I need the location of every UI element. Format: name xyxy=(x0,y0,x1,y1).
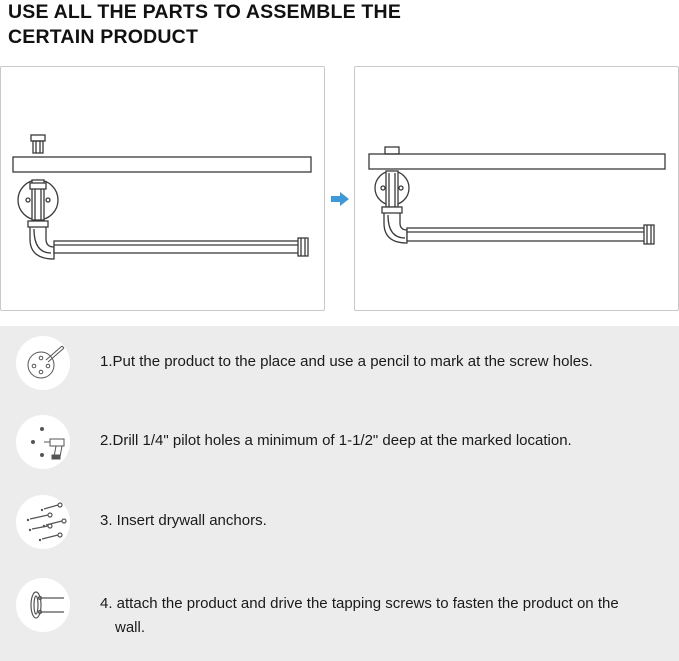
assembled-rod xyxy=(407,228,645,241)
step-4-text-line-2: wall. xyxy=(115,619,146,636)
title-line-2: CERTAIN PRODUCT xyxy=(8,26,199,48)
parts-exploded-panel xyxy=(0,66,325,311)
assembled-shelf-board xyxy=(369,154,665,169)
title-line-1: USE ALL THE PARTS TO ASSEMBLE THE xyxy=(8,1,402,23)
drywall-anchor-icon xyxy=(16,495,70,549)
rod-end-cap xyxy=(298,238,308,256)
step-3-text: 3. Insert drywall anchors. xyxy=(100,512,267,529)
exploded-parts-drawing xyxy=(1,67,326,312)
shelf-board xyxy=(13,157,311,172)
step-4-text xyxy=(100,592,670,640)
towel-rod xyxy=(54,241,299,253)
assembled-top-nut xyxy=(385,147,399,154)
step-1-text: 1.Put the product to the place and use a pencil to mark at the screw holes. xyxy=(100,353,593,370)
step-4-text-line-1: 4. attach the product and drive the tapping screws to fasten the product on the xyxy=(100,595,619,612)
cap-top-nut xyxy=(31,135,45,141)
right-arrow-icon xyxy=(331,192,349,206)
assembled-end-cap xyxy=(644,225,654,244)
cap-nipple xyxy=(33,141,43,153)
screw-fasten-icon xyxy=(16,578,70,632)
page-title xyxy=(8,0,401,50)
assembled-product-panel xyxy=(354,66,679,311)
instruction-steps xyxy=(0,326,679,661)
step-2-text: 2.Drill 1/4" pilot holes a minimum of 1-1/2" deep at the marked location. xyxy=(100,432,572,449)
assembled-product-drawing xyxy=(355,67,679,312)
drill-icon xyxy=(16,415,70,469)
pencil-mark-icon xyxy=(16,336,70,390)
